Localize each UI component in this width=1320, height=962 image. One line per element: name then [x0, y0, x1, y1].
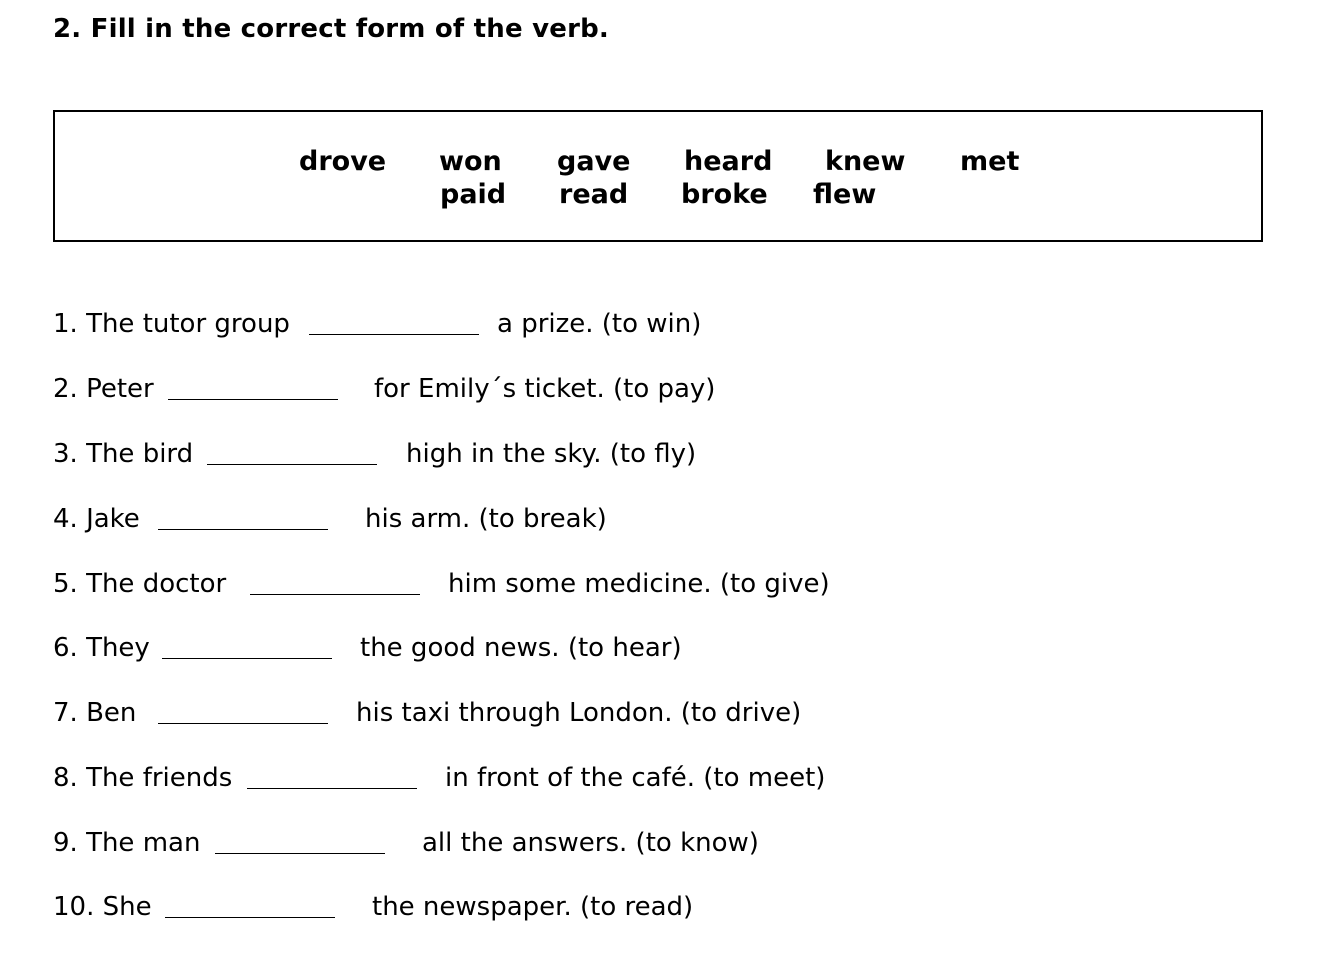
word-bank-word: read — [559, 179, 629, 210]
exercise-item — [53, 568, 830, 600]
exercise-prefix: 5. The doctor — [53, 569, 227, 599]
exercise-suffix: high in the sky. (to fly) — [406, 439, 697, 469]
exercise-suffix: his arm. (to break) — [365, 504, 607, 534]
word-bank-word: heard — [684, 146, 773, 177]
exercise-title: 2. Fill in the correct form of the verb. — [53, 14, 609, 44]
exercise-suffix: his taxi through London. (to drive) — [356, 698, 802, 728]
exercise-prefix: 7. Ben — [53, 698, 137, 728]
exercise-prefix: 10. She — [53, 892, 152, 922]
word-bank-word: gave — [557, 146, 631, 177]
answer-blank[interactable] — [207, 438, 377, 470]
exercise-item — [53, 503, 607, 535]
exercise-suffix: him some medicine. (to give) — [448, 569, 830, 599]
exercise-prefix: 4. Jake — [53, 504, 140, 534]
exercise-suffix: all the answers. (to know) — [422, 828, 759, 858]
answer-blank[interactable] — [168, 373, 338, 405]
answer-blank[interactable] — [158, 503, 328, 535]
exercise-suffix: the newspaper. (to read) — [372, 892, 694, 922]
exercise-prefix: 8. The friends — [53, 763, 233, 793]
word-bank-word: knew — [825, 146, 906, 177]
answer-blank[interactable] — [247, 762, 417, 794]
word-bank-word: broke — [681, 179, 768, 210]
exercise-suffix: in front of the café. (to meet) — [445, 763, 826, 793]
exercise-item — [53, 891, 694, 923]
exercise-suffix: a prize. (to win) — [497, 309, 702, 339]
answer-blank[interactable] — [165, 891, 335, 923]
word-bank-word: flew — [813, 179, 877, 210]
exercise-suffix: for Emily´s ticket. (to pay) — [374, 374, 716, 404]
word-bank-word: paid — [440, 179, 507, 210]
answer-blank[interactable] — [215, 827, 385, 859]
exercise-item — [53, 308, 702, 340]
exercise-item — [53, 632, 682, 664]
answer-blank[interactable] — [158, 697, 328, 729]
exercise-prefix: 9. The man — [53, 828, 201, 858]
exercise-prefix: 1. The tutor group — [53, 309, 290, 339]
answer-blank[interactable] — [250, 568, 420, 600]
exercise-prefix: 3. The bird — [53, 439, 194, 469]
exercise-item — [53, 438, 697, 470]
exercise-prefix: 6. They — [53, 633, 150, 663]
word-bank-box — [53, 110, 1263, 242]
exercise-item — [53, 697, 802, 729]
word-bank-word: won — [439, 146, 502, 177]
exercise-item — [53, 827, 759, 859]
answer-blank[interactable] — [309, 308, 479, 340]
exercise-suffix: the good news. (to hear) — [360, 633, 682, 663]
answer-blank[interactable] — [162, 632, 332, 664]
exercise-item — [53, 762, 826, 794]
exercise-prefix: 2. Peter — [53, 374, 154, 404]
word-bank-word: met — [960, 146, 1020, 177]
exercise-item — [53, 373, 716, 405]
word-bank-word: drove — [299, 146, 387, 177]
